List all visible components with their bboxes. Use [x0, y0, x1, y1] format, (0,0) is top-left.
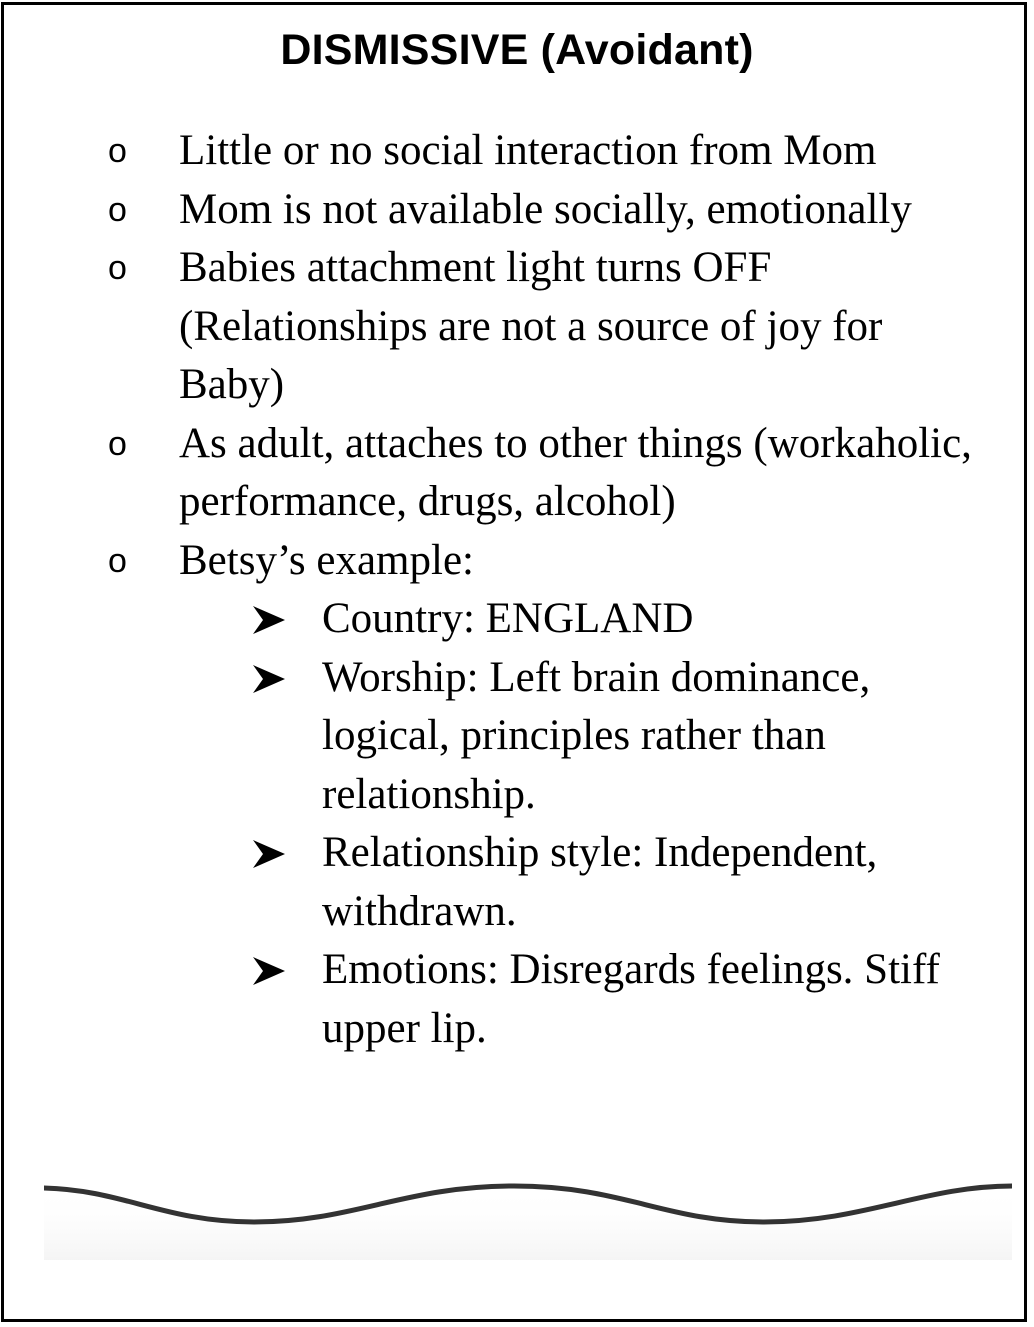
example-sub-list — [179, 590, 994, 1058]
arrowhead-bullet-icon — [251, 838, 287, 870]
arrowhead-bullet-icon — [251, 604, 287, 636]
circle-bullet-icon: o — [108, 424, 127, 463]
arrowhead-bullet-icon — [251, 663, 287, 695]
sub-list-item — [0, 649, 994, 825]
list-item — [0, 239, 1034, 415]
list-item-text: Little or no social interaction from Mom — [179, 127, 877, 174]
sub-list-item-text: Country: ENGLAND — [322, 595, 694, 642]
arrowhead-bullet-icon — [251, 955, 287, 987]
list-item-text: Betsy’s example: — [179, 536, 474, 584]
list-item-text: Mom is not available socially, emotionally — [179, 185, 912, 233]
list-item — [0, 415, 1034, 532]
list-item — [0, 532, 1034, 1059]
sub-list-item — [0, 590, 994, 649]
list-item — [0, 122, 1034, 181]
sub-list-item — [0, 824, 994, 941]
circle-bullet-icon: o — [108, 249, 127, 287]
circle-bullet-icon: o — [108, 132, 127, 170]
circle-bullet-icon: o — [108, 541, 127, 580]
sub-list-item-text: Relationship style: Independent, withdrawn. — [322, 829, 878, 935]
list-item — [0, 181, 1034, 240]
circle-bullet-icon: o — [108, 190, 127, 229]
list-item-text: Babies attachment light turns OFF (Relationships are not a source of joy for Baby) — [179, 244, 883, 408]
sub-list-item-text: Worship: Left brain dominance, logical, principles rather than relationship. — [322, 653, 871, 818]
main-bullet-list — [0, 122, 1034, 1058]
wavy-line-divider — [44, 1150, 1012, 1260]
list-item-text: As adult, attaches to other things (workaholic, performance, drugs, alcohol) — [179, 419, 972, 525]
sub-list-item — [0, 941, 994, 1058]
page-title: DISMISSIVE (Avoidant) — [280, 26, 754, 74]
sub-list-item-text: Emotions: Disregards feelings. Stiff upper lip. — [322, 946, 940, 1052]
